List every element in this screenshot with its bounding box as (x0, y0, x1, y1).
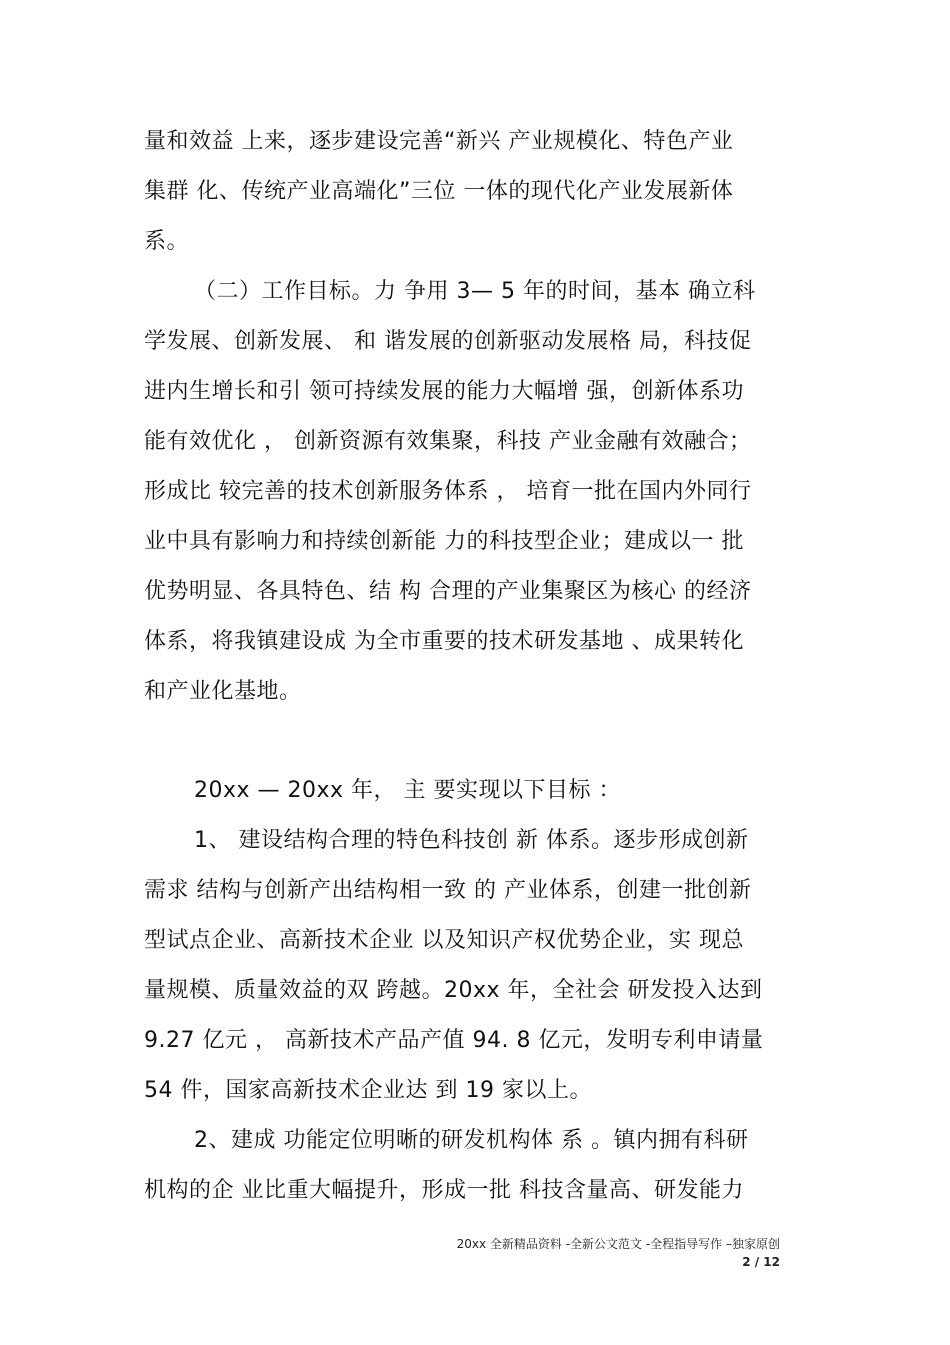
body-line: 形成比 较完善的技术创新服务体系 ， 培育一批在国内外同行 (144, 479, 752, 504)
body-line: （二）工作目标。力 争用 3— 5 年的时间，基本 确立科 (194, 279, 756, 304)
body-line: 集群 化、传统产业高端化”三位 一体的现代化产业发展新体 (144, 179, 734, 204)
body-line: 机构的企 业比重大幅提升，形成一批 科技含量高、研发能力 (144, 1178, 744, 1203)
body-line: 需求 结构与创新产出结构相一致 的 产业体系，创建一批创新 (144, 878, 752, 903)
body-line: 量规模、质量效益的双 跨越。20xx 年，全社会 研发投入达到 (144, 978, 763, 1003)
body-line: 2、建成 功能定位明晰的研发机构体 系 。镇内拥有科研 (194, 1128, 749, 1153)
body-line: 量和效益 上来，逐步建设完善“新兴 产业规模化、特色产业 (144, 129, 734, 154)
body-line: 54 件，国家高新技术企业达 到 19 家以上。 (144, 1078, 592, 1103)
body-line: 优势明显、各具特色、结 构 合理的产业集聚区为核心 的经济 (144, 579, 752, 604)
body-line: 1、 建设结构合理的特色科技创 新 体系。逐步形成创新 (194, 828, 749, 853)
body-line: 和产业化基地。 (144, 679, 302, 704)
body-line: 进内生增长和引 领可持续发展的能力大幅增 强，创新体系功 (144, 379, 744, 404)
page-number: 2 / 12 (742, 1255, 780, 1269)
body-line: 系。 (144, 229, 190, 254)
body-line: 体系，将我镇建设成 为全市重要的技术研发基地 、成果转化 (144, 629, 744, 654)
body-line: 20xx — 20xx 年， 主 要实现以下目标 ： (194, 778, 622, 803)
body-line: 型试点企业、高新技术企业 以及知识产权优势企业，实 现总 (144, 928, 744, 953)
body-line: 9.27 亿元 ， 高新技术产品产值 94. 8 亿元，发明专利申请量 (144, 1028, 764, 1053)
body-line: 学发展、创新发展、 和 谐发展的创新驱动发展格 局，科技促 (144, 329, 752, 354)
body-line: 能有效优化 ， 创新资源有效集聚，科技 产业金融有效融合； (144, 429, 752, 454)
body-line: 业中具有影响力和持续创新能 力的科技型企业；建成以一 批 (144, 529, 744, 554)
footer-text: 20xx 全新精品资料 -全新公文范文 -全程指导写作 –独家原创 (456, 1237, 780, 1251)
